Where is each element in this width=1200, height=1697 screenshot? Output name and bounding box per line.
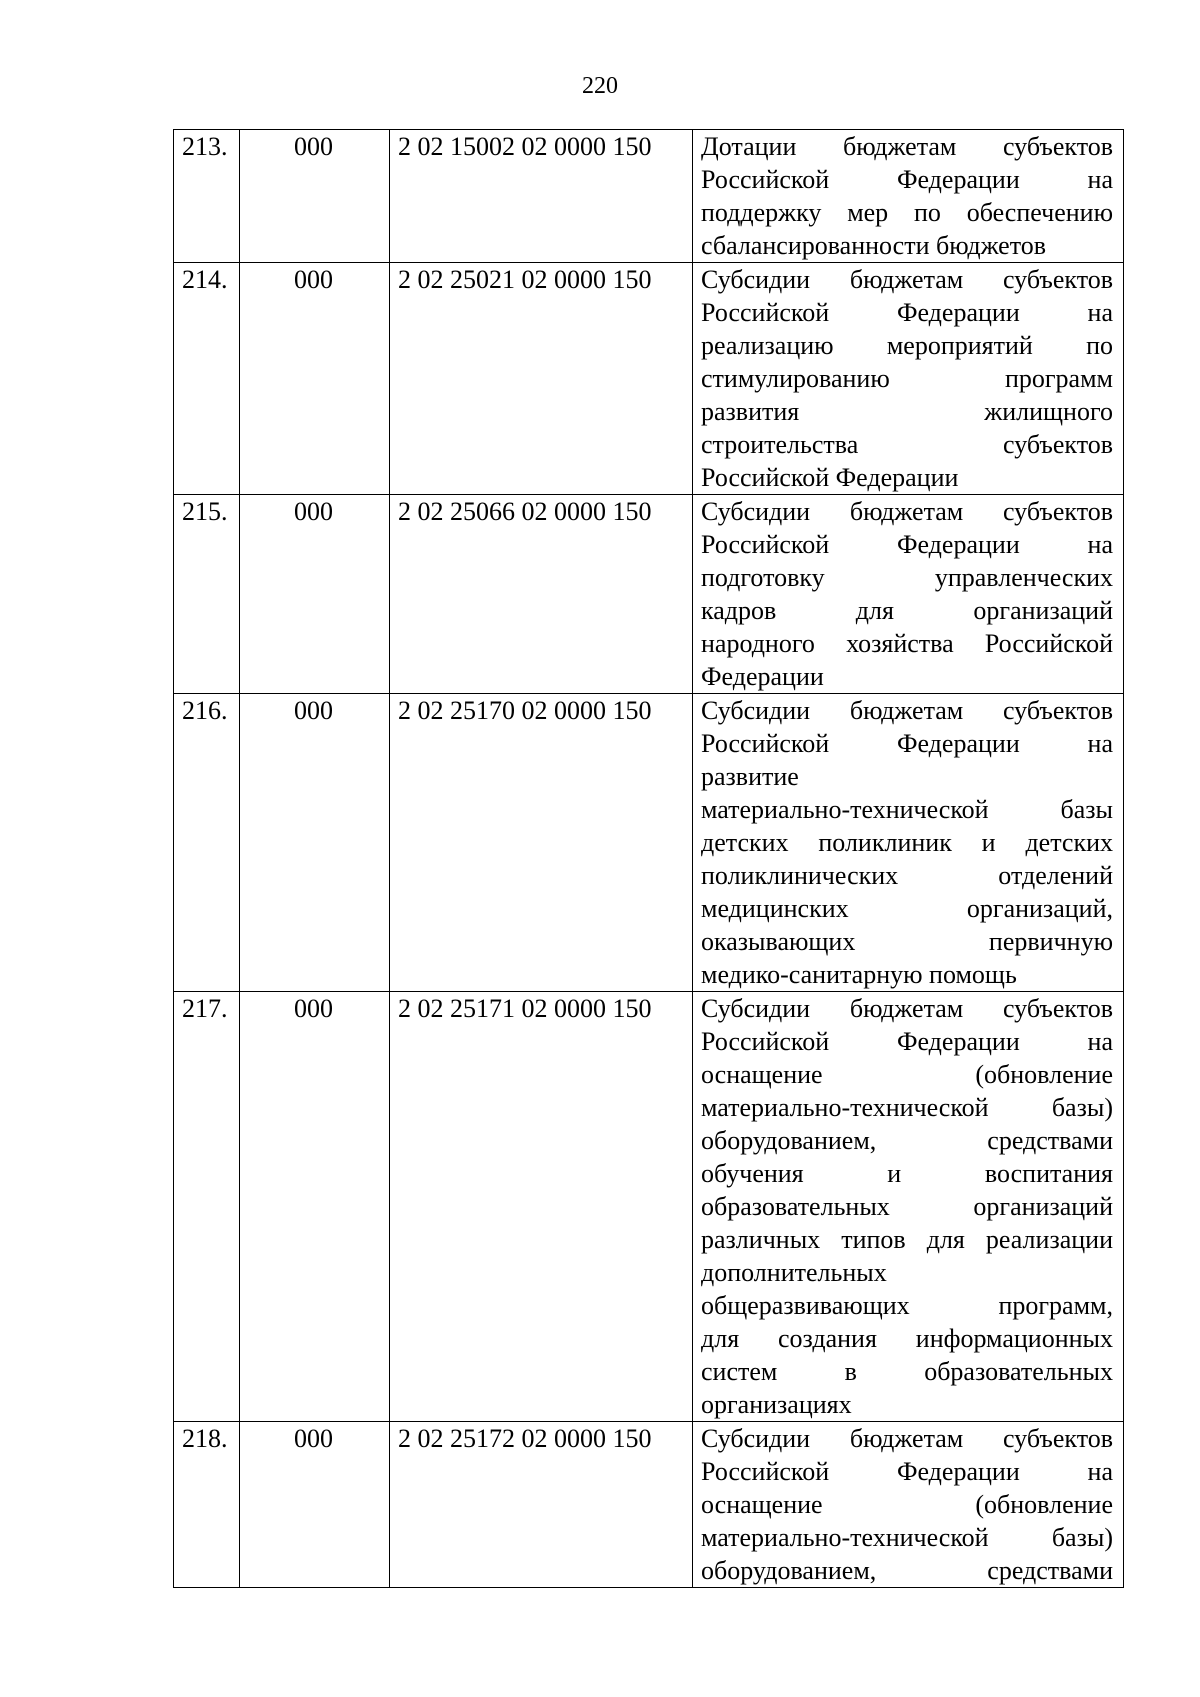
description-line: оснащение (обновление	[701, 1490, 1113, 1519]
table-row	[174, 992, 1124, 1422]
table-row	[174, 694, 1124, 992]
table-row	[174, 495, 1124, 694]
description-line: систем в образовательных	[701, 1357, 1113, 1386]
description-line: строительства субъектов	[701, 430, 1113, 459]
description-line: кадров для организаций	[701, 596, 1113, 625]
description-line: материально-технической базы)	[701, 1093, 1113, 1122]
description-line: поддержку мер по обеспечению	[701, 198, 1113, 227]
row-index: 217.	[174, 992, 240, 1422]
description-line: народного хозяйства Российской	[701, 629, 1113, 658]
description-line: Федерации	[701, 662, 824, 691]
admin-code: 000	[240, 130, 390, 263]
description-line: развитие	[701, 762, 799, 791]
page-number: 220	[582, 73, 618, 99]
description-line: различных типов для реализации	[701, 1225, 1113, 1254]
description-line: Российской Федерации на	[701, 298, 1113, 327]
classification-code: 2 02 25170 02 0000 150	[390, 694, 693, 992]
admin-code: 000	[240, 694, 390, 992]
description-line: оборудованием, средствами	[701, 1126, 1113, 1155]
description-line: общеразвивающих программ,	[701, 1291, 1113, 1320]
description-line: Субсидии бюджетам субъектов	[701, 1424, 1113, 1453]
description-line: обучения и воспитания	[701, 1159, 1113, 1188]
description-line: Российской Федерации	[701, 463, 959, 492]
description-line: медико-санитарную помощь	[701, 960, 1017, 989]
description-line: поликлинических отделений	[701, 861, 1113, 890]
description-line: сбалансированности бюджетов	[701, 231, 1047, 260]
admin-code: 000	[240, 1422, 390, 1588]
row-index: 215.	[174, 495, 240, 694]
description-line: развития жилищного	[701, 397, 1113, 426]
description-line: подготовку управленческих	[701, 563, 1113, 592]
description-line: Субсидии бюджетам субъектов	[701, 696, 1113, 725]
admin-code: 000	[240, 495, 390, 694]
row-index: 214.	[174, 263, 240, 495]
description-line: стимулированию программ	[701, 364, 1113, 393]
description-line: Субсидии бюджетам субъектов	[701, 265, 1113, 294]
description-line: оказывающих первичную	[701, 927, 1113, 956]
description-line: Дотации бюджетам субъектов	[701, 132, 1113, 161]
income-description	[693, 495, 1124, 694]
admin-code: 000	[240, 263, 390, 495]
description-line: Российской Федерации на	[701, 165, 1113, 194]
description-line: оборудованием, средствами	[701, 1556, 1113, 1585]
description-line: для создания информационных	[701, 1324, 1113, 1353]
row-index: 216.	[174, 694, 240, 992]
table-body	[174, 130, 1124, 1588]
description-line: Субсидии бюджетам субъектов	[701, 497, 1113, 526]
description-line: дополнительных	[701, 1258, 887, 1287]
income-description	[693, 263, 1124, 495]
row-index: 213.	[174, 130, 240, 263]
description-line: Российской Федерации на	[701, 1027, 1113, 1056]
description-line: Субсидии бюджетам субъектов	[701, 994, 1113, 1023]
admin-code: 000	[240, 992, 390, 1422]
row-index: 218.	[174, 1422, 240, 1588]
classification-code: 2 02 25021 02 0000 150	[390, 263, 693, 495]
description-line: оснащение (обновление	[701, 1060, 1113, 1089]
income-description	[693, 694, 1124, 992]
classification-code: 2 02 25066 02 0000 150	[390, 495, 693, 694]
description-line: Российской Федерации на	[701, 1457, 1113, 1486]
classification-code: 2 02 15002 02 0000 150	[390, 130, 693, 263]
description-line: организациях	[701, 1390, 852, 1419]
table-row	[174, 130, 1124, 263]
table-row	[174, 1422, 1124, 1588]
description-line: детских поликлиник и детских	[701, 828, 1113, 857]
description-line: реализацию мероприятий по	[701, 331, 1113, 360]
budget-classification-table	[173, 129, 1124, 1588]
income-description	[693, 992, 1124, 1422]
classification-code: 2 02 25172 02 0000 150	[390, 1422, 693, 1588]
classification-code: 2 02 25171 02 0000 150	[390, 992, 693, 1422]
description-line: материально-технической базы	[701, 795, 1113, 824]
income-description	[693, 1422, 1124, 1588]
description-line: Российской Федерации на	[701, 729, 1113, 758]
description-line: образовательных организаций	[701, 1192, 1113, 1221]
income-description	[693, 130, 1124, 263]
description-line: материально-технической базы)	[701, 1523, 1113, 1552]
table-row	[174, 263, 1124, 495]
description-line: медицинских организаций,	[701, 894, 1113, 923]
description-line: Российской Федерации на	[701, 530, 1113, 559]
